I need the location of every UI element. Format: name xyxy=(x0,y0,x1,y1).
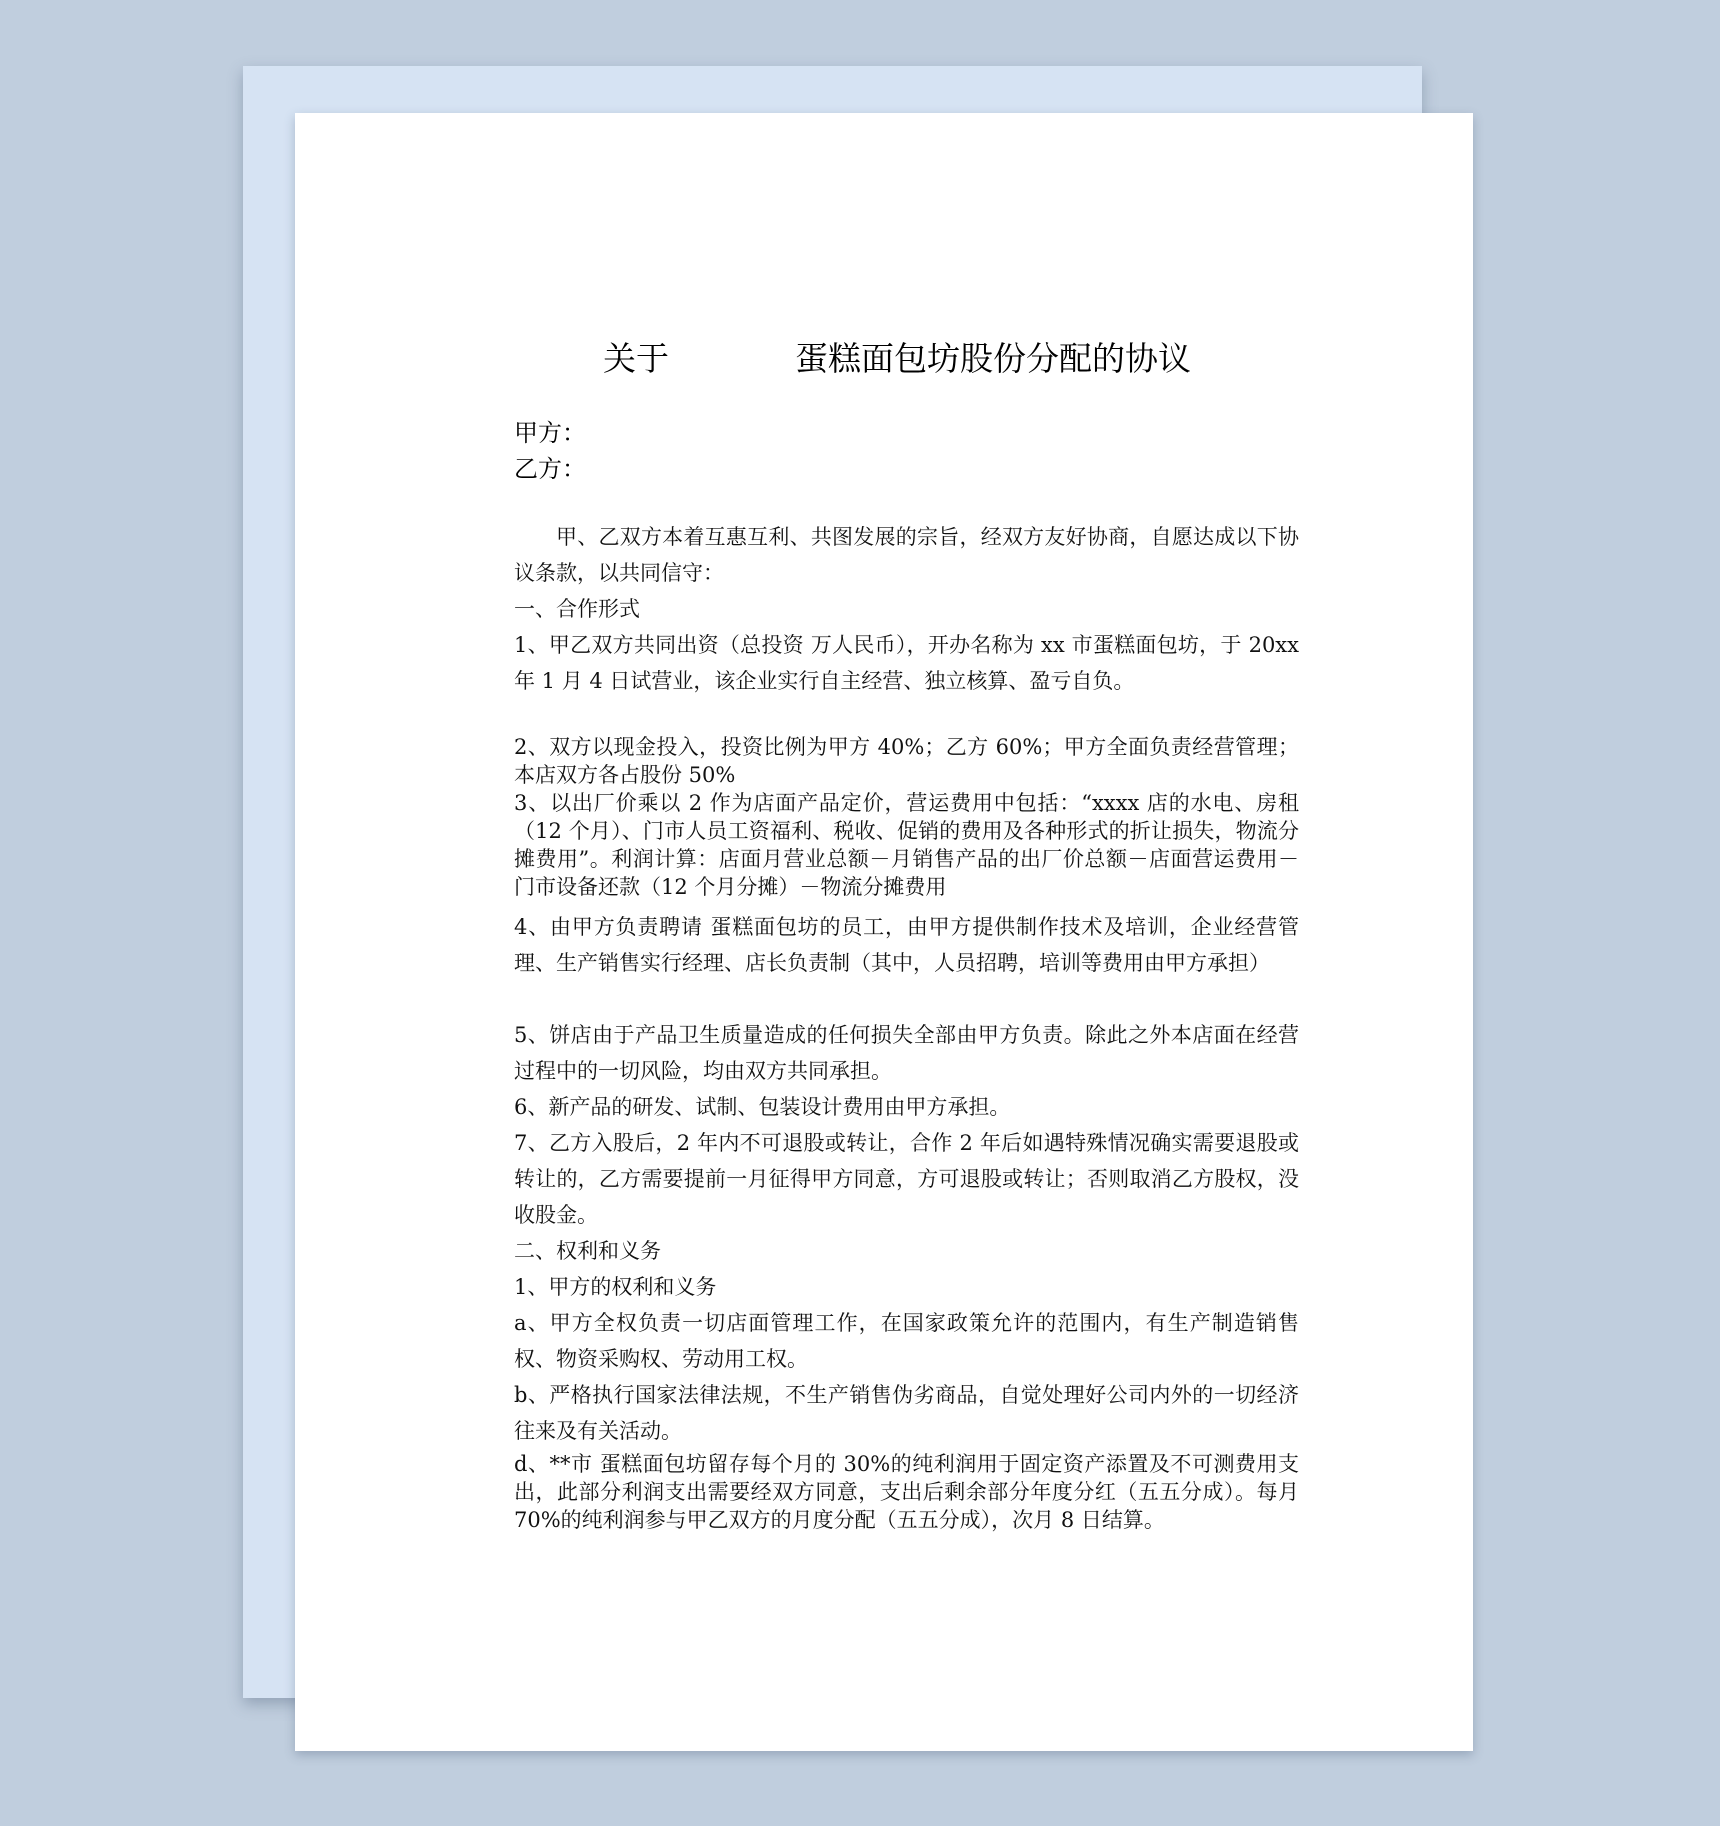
clause-1-5: 5、饼店由于产品卫生质量造成的任何损失全部由甲方负责。除此之外本店面在经营过程中的一切风险，均由双方共同承担。 xyxy=(514,1023,1299,1083)
clause-2-1-a: a、甲方全权负责一切店面管理工作，在国家政策允许的范围内，有生产制造销售权、物资采购权、劳动用工权。 xyxy=(514,1311,1299,1371)
intro-paragraph: 甲、乙双方本着互惠互利、共图发展的宗旨，经双方友好协商，自愿达成以下协议条款，以共同信守： xyxy=(514,525,1299,585)
clause-1-2: 2、双方以现金投入，投资比例为甲方 40%；乙方 60%；甲方全面负责经营管理；本店双方各占股份 50% xyxy=(514,735,1299,787)
document-page xyxy=(295,113,1473,1751)
section-heading-cooperation: 一、合作形式 xyxy=(514,597,640,621)
party-b-label: 乙方： xyxy=(514,455,586,483)
document-title xyxy=(514,333,1299,383)
clause-1-7: 7、乙方入股后，2 年内不可退股或转让，合作 2 年后如遇特殊情况确实需要退股或转让的，乙方需要提前一月征得甲方同意，方可退股或转让；否则取消乙方股权，没收股金。 xyxy=(514,1131,1299,1227)
clause-2-1: 1、甲方的权利和义务 xyxy=(514,1275,717,1299)
clause-1-6: 6、新产品的研发、试制、包装设计费用由甲方承担。 xyxy=(514,1095,1011,1119)
clause-2-1-b: b、严格执行国家法律法规，不生产销售伪劣商品，自觉处理好公司内外的一切经济往来及有关活动。 xyxy=(514,1383,1299,1443)
section-heading-rights: 二、权利和义务 xyxy=(514,1239,661,1263)
clause-1-4: 4、由甲方负责聘请 蛋糕面包坊的员工，由甲方提供制作技术及培训，企业经营管理、生产销售实行经理、店长负责制（其中，人员招聘，培训等费用由甲方承担） xyxy=(514,915,1299,975)
clause-1-3: 3、以出厂价乘以 2 作为店面产品定价，营运费用中包括：“xxxx 店的水电、房租（12 个月）、门市人员工资福利、税收、促销的费用及各种形式的折让损失，物流分摊费用”。利润计算：店面月营业总额－月销售产品的出厂价总额－店面营运费用－门市设备还款（12 个月分摊）－物流分摊费用 xyxy=(514,791,1299,899)
clause-2-1-d: d、**市 蛋糕面包坊留存每个月的 30%的纯利润用于固定资产添置及不可测费用支出，此部分利润支出需要经双方同意，支出后剩余部分年度分红（五五分成）。每月 70%的纯利润参与甲乙双方的月度分配（五五分成），次月 8 日结算。 xyxy=(514,1452,1299,1532)
title-main: 蛋糕面包坊股份分配的协议 xyxy=(795,339,1191,378)
party-a-label: 甲方： xyxy=(514,419,586,447)
title-prefix: 关于 xyxy=(603,339,669,378)
clause-1-1: 1、甲乙双方共同出资（总投资 万人民币），开办名称为 xx 市蛋糕面包坊，于 20xx 年 1 月 4 日试营业，该企业实行自主经营、独立核算、盈亏自负。 xyxy=(514,633,1299,693)
